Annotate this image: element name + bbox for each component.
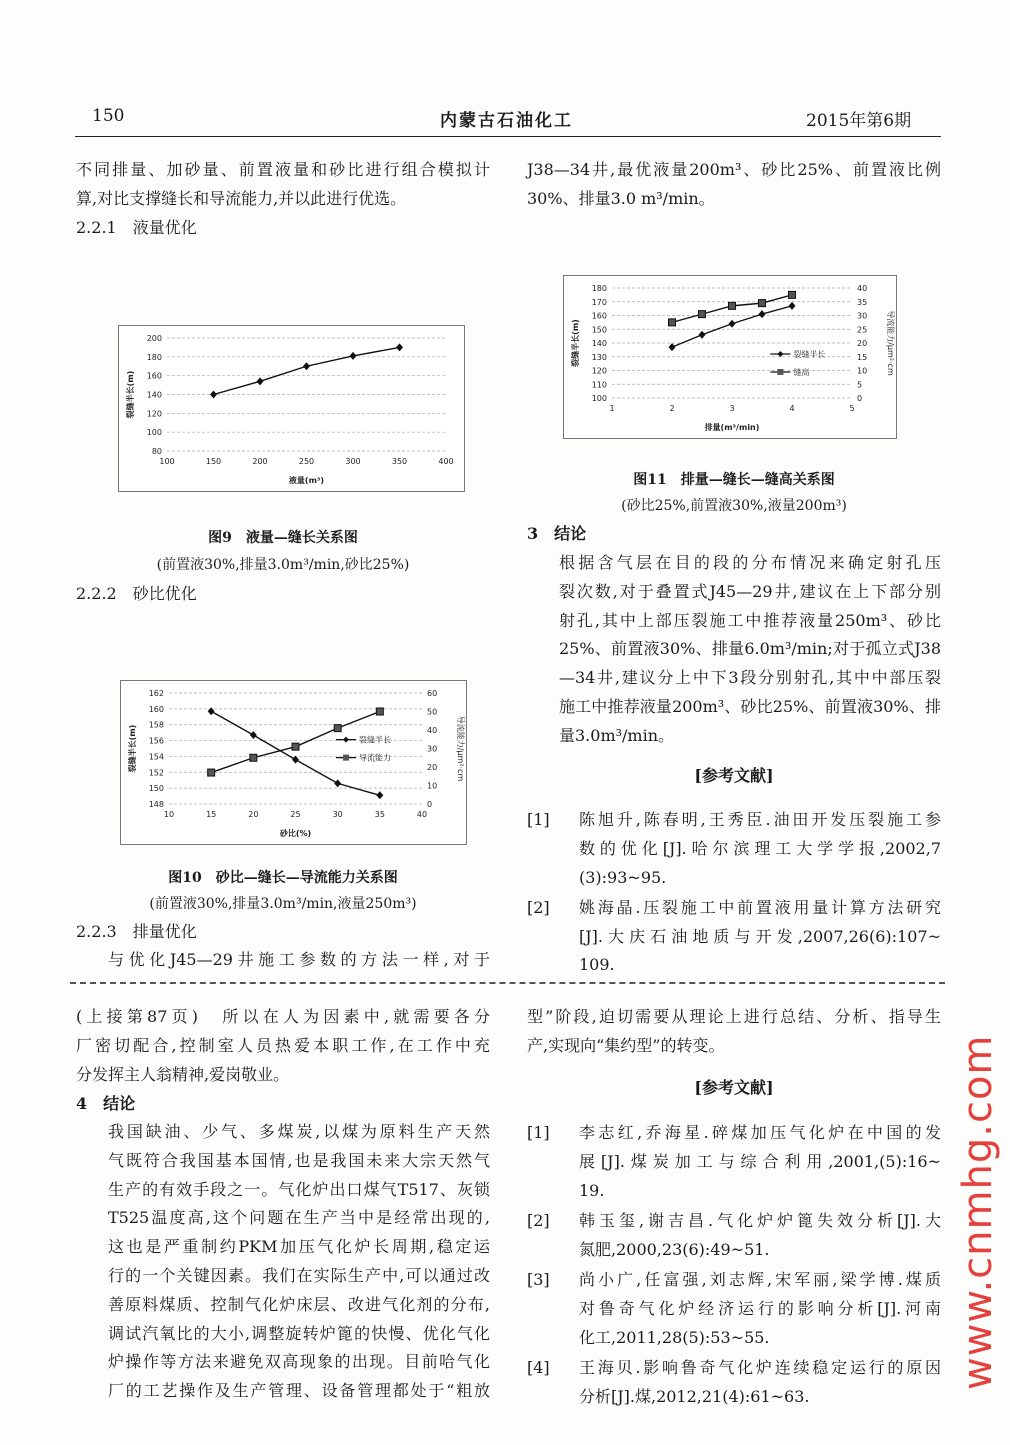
figure-10-conditions: (前置液30%,排量3.0m³/min,液量250m³) — [149, 896, 417, 912]
heading-2-2-3: 2.2.3 排量优化 — [76, 922, 197, 941]
text-line: 分发挥主人翁精神,爱岗敬业。 — [76, 1064, 290, 1084]
x-tick-label: 5 — [849, 404, 855, 413]
figure-9-caption: 图9 液量—缝长关系图 — [208, 530, 358, 546]
figure-9-conditions: (前置液30%,排量3.0m³/min,砂比25%) — [156, 557, 410, 573]
journal-title: 内蒙古石油化工 — [440, 111, 573, 131]
issue-label: 2015年第6期 — [806, 111, 912, 131]
figure-11-chart — [563, 275, 897, 439]
data-point — [257, 377, 264, 385]
reference-line: 李志红,乔海星.碎煤加压气化炉在中国的发 — [579, 1123, 941, 1142]
reference-label: [1] — [527, 1123, 550, 1142]
data-point — [292, 756, 299, 764]
figure-11-conditions: (砂比25%,前置液30%,液量200m³) — [621, 498, 847, 514]
text-line: (上接第87页) 所以在人为因素中,就需要各分 — [76, 1007, 490, 1026]
x-axis-label: 液量(m³) — [288, 476, 325, 485]
text-line: 我国缺油、少气、多煤炭,以煤为原料生产天然 — [108, 1122, 490, 1141]
legend-label: 缝高 — [793, 368, 810, 377]
figure-9-chart — [118, 325, 465, 492]
reference-line: 陈旭升,陈春明,王秀臣.油田开发压裂施工参 — [579, 810, 941, 829]
data-point — [376, 708, 383, 715]
reference-line: 数的优化[J].哈尔滨理工大学学报,2002,7 — [579, 838, 941, 858]
y-axis-label: 裂缝半长(m) — [128, 724, 137, 773]
reference-label: [4] — [527, 1357, 550, 1377]
legend-label: 裂缝半长 — [793, 350, 826, 359]
reference-line: 109. — [579, 955, 615, 975]
reference-line: 展[J].煤炭加工与综合利用,2001,(5):16~ — [579, 1151, 941, 1171]
reference-label: [2] — [527, 1210, 550, 1230]
heading-3: 3 结论 — [527, 524, 587, 543]
y-tick-label: 150 — [148, 784, 164, 794]
conclusion-paragraph — [527, 549, 941, 751]
data-point — [396, 343, 403, 351]
y-tick-label: 148 — [148, 800, 164, 809]
x-tick-label: 25 — [290, 810, 301, 819]
data-point — [303, 362, 310, 370]
reference-item — [527, 1207, 941, 1265]
figure-10-caption: 图10 砂比—缝长—导流能力关系图 — [168, 870, 398, 886]
data-point — [729, 320, 736, 328]
right-bottom-paragraph — [527, 1003, 941, 1061]
reference-item — [527, 806, 941, 892]
page-number: 150 — [92, 106, 125, 126]
text-line: 根据含气层在目的段的分布情况来确定射孔压 — [559, 553, 941, 572]
right-intro — [527, 156, 941, 214]
series-line-裂缝半长 — [211, 711, 380, 795]
y-tick-label: 158 — [148, 720, 164, 730]
data-point — [250, 754, 257, 761]
x-tick-label: 250 — [298, 457, 315, 466]
data-point — [376, 791, 383, 799]
legend-marker — [777, 369, 783, 375]
y2-tick-label: 5 — [857, 380, 863, 390]
text-line: T525温度高,这个问题在生产当中是经常出现的, — [108, 1208, 490, 1228]
reference-line: [J].大庆石油地质与开发,2007,26(6):107~ — [579, 926, 941, 946]
references-title: [参考文献] — [694, 766, 774, 785]
x-tick-label: 100 — [159, 457, 175, 466]
legend-marker — [777, 351, 783, 357]
reference-line: 王海贝.影响鲁奇气化炉连续稳定运行的原因 — [579, 1357, 941, 1377]
data-point — [759, 300, 766, 307]
data-point — [208, 769, 215, 776]
y-tick-label: 150 — [591, 325, 607, 335]
series-line-裂缝半长 — [214, 347, 400, 394]
watermark: www.cnmhg.com — [955, 1034, 1001, 1390]
x-tick-label: 1 — [609, 404, 615, 413]
x-tick-label: 400 — [438, 457, 454, 466]
references-list-2 — [527, 1119, 941, 1413]
data-point — [334, 779, 341, 787]
x-tick-label: 35 — [374, 810, 385, 819]
y-tick-label: 110 — [591, 380, 607, 390]
data-point — [210, 391, 217, 399]
y-tick-label: 120 — [146, 409, 162, 419]
text-line: 裂次数,对于叠置式J45—29井,建议在上下部分别 — [559, 581, 941, 601]
y-tick-label: 180 — [591, 284, 607, 293]
y-tick-label: 160 — [591, 311, 607, 321]
data-point — [789, 291, 796, 298]
data-point — [759, 310, 766, 318]
text-line: 善原料煤质、控制气化炉床层、改进气化剂的分布, — [108, 1294, 490, 1314]
text-line: 调试汽氧比的大小,调整旋转炉篦的快慢、优化气化 — [108, 1323, 490, 1343]
y-tick-label: 162 — [148, 689, 164, 698]
data-point — [669, 319, 676, 326]
x-tick-label: 40 — [416, 810, 428, 819]
reference-line: 对鲁奇气化炉经济运行的影响分析[J].河南 — [579, 1298, 941, 1318]
y2-tick-label: 15 — [857, 352, 868, 362]
reference-item — [527, 1119, 941, 1205]
data-point — [350, 352, 357, 360]
references-title-2: [参考文献] — [694, 1078, 774, 1097]
y-tick-label: 160 — [146, 371, 162, 381]
data-point — [669, 343, 676, 351]
reference-item — [527, 1354, 941, 1412]
text-line: 30%、排量3.0 m³/min。 — [527, 188, 715, 208]
reference-label: [1] — [527, 810, 550, 829]
data-point — [699, 311, 706, 318]
x-tick-label: 4 — [789, 404, 795, 413]
reference-line: 19. — [579, 1180, 605, 1200]
y2-tick-label: 25 — [857, 325, 868, 335]
y-axis-label: 裂缝半长(m) — [571, 319, 580, 367]
text-line: 25%、前置液30%、排量6.0m³/min;对于孤立式J38 — [559, 639, 941, 659]
y2-tick-label: 20 — [427, 763, 438, 772]
text-line: 与优化J45—29井施工参数的方法一样,对于 — [108, 950, 490, 969]
y-tick-label: 156 — [148, 736, 164, 746]
data-point — [208, 707, 215, 715]
data-point — [699, 331, 706, 339]
figure-11-caption: 图11 排量—缝长—缝高关系图 — [633, 472, 835, 488]
y2-tick-label: 10 — [857, 366, 868, 376]
x-axis-label: 排量(m³/min) — [704, 423, 760, 432]
text-line: 施工中推荐液量200m³、砂比25%、前置液30%、排 — [559, 696, 941, 716]
text-line: 产,实现向“集约型”的转变。 — [527, 1035, 725, 1055]
x-tick-label: 15 — [206, 810, 217, 819]
text-line: —34井,建议分上中下3段分别射孔,其中中部压裂 — [559, 668, 941, 688]
data-point — [334, 725, 341, 732]
y-tick-label: 160 — [148, 704, 164, 714]
x-tick-label: 2 — [669, 404, 675, 413]
text-line: 射孔,其中上部压裂施工中推荐液量250m³、砂比 — [559, 610, 941, 630]
x-tick-label: 300 — [345, 457, 361, 466]
reference-line: 韩玉玺,谢吉昌.气化炉炉篦失效分析[J].大 — [579, 1210, 941, 1230]
x-tick-label: 20 — [248, 810, 259, 819]
text-line: J38—34井,最优液量200m³、砂比25%、前置液比例 — [527, 160, 941, 179]
figure-10-chart — [120, 680, 467, 845]
y2-tick-label: 10 — [427, 781, 438, 791]
text-line: 这也是严重制约PKM加压气化炉长周期,稳定运 — [108, 1237, 490, 1257]
text-line: 算,对比支撑缝长和导流能力,并以此进行优选。 — [76, 188, 407, 208]
y2-tick-label: 60 — [427, 689, 438, 698]
text-line: 行的一个关键因素。我们在实际生产中,可以通过改 — [108, 1265, 490, 1285]
y-tick-label: 152 — [148, 768, 164, 778]
reference-line: 尚小广,任富强,刘志辉,宋军丽,梁学博.煤质 — [579, 1269, 941, 1289]
data-point — [729, 302, 736, 309]
reference-line: 姚海晶.压裂施工中前置液用量计算方法研究 — [579, 897, 941, 917]
y-tick-label: 140 — [146, 390, 162, 400]
y2-tick-label: 30 — [857, 311, 868, 321]
text-line: 厂的工艺操作及生产管理、设备管理都处于“粗放 — [108, 1381, 490, 1401]
data-point — [292, 743, 299, 750]
text-line: 型”阶段,迫切需要从理论上进行总结、分析、指导生 — [527, 1007, 941, 1026]
heading-4: 4 结论 — [76, 1094, 136, 1113]
y-tick-label: 180 — [146, 352, 162, 362]
y2-tick-label: 20 — [857, 339, 868, 348]
y-tick-label: 100 — [591, 394, 607, 403]
continued-paragraph — [76, 1003, 490, 1089]
legend-label: 导流能力 — [358, 753, 391, 763]
x-tick-label: 3 — [729, 404, 735, 413]
y-tick-label: 170 — [591, 297, 607, 307]
left-tail-paragraph — [76, 946, 490, 975]
y2-axis-label: 导流能力/μm²·cm — [456, 715, 465, 782]
y2-tick-label: 35 — [857, 297, 868, 307]
y2-tick-label: 40 — [857, 284, 868, 293]
heading-2-2-2: 2.2.2 砂比优化 — [76, 584, 197, 603]
y2-tick-label: 50 — [427, 707, 438, 717]
text-line: 不同排量、加砂量、前置液量和砂比进行组合模拟计 — [76, 160, 490, 179]
text-line: 炉操作等方法来避免双高现象的出现。目前哈气化 — [108, 1352, 490, 1372]
header-rule — [75, 136, 941, 137]
x-tick-label: 150 — [205, 457, 222, 466]
text-line: 气既符合我国基本国情,也是我国未来大宗天然气 — [108, 1150, 490, 1170]
y2-tick-label: 30 — [427, 744, 438, 754]
text-line: 量3.0m³/min。 — [559, 725, 675, 745]
text-line: 生产的有效手段之一。气化炉出口煤气T517、灰锁 — [108, 1179, 490, 1199]
text-line: 厂密切配合,控制室人员热爱本职工作,在工作中充 — [76, 1035, 490, 1055]
x-tick-label: 200 — [252, 457, 268, 466]
reference-item — [527, 894, 941, 980]
data-point — [789, 302, 796, 310]
legend-marker — [343, 737, 349, 743]
y-tick-label: 200 — [146, 334, 162, 343]
y-tick-label: 100 — [146, 428, 162, 438]
legend-marker — [343, 755, 349, 761]
y2-axis-label: 导流能力/μm²·cm — [886, 310, 895, 376]
reference-label: [3] — [527, 1269, 550, 1289]
y-tick-label: 140 — [591, 339, 607, 348]
reference-line: (3):93~95. — [579, 867, 667, 887]
conclusion-4-paragraph — [76, 1118, 490, 1406]
reference-line: 分析[J].煤,2012,21(4):61~63. — [579, 1386, 810, 1406]
reference-line: 氮肥,2000,23(6):49~51. — [579, 1239, 770, 1259]
references-list — [527, 806, 941, 982]
section-separator — [70, 982, 945, 984]
y2-tick-label: 0 — [427, 800, 433, 809]
data-point — [250, 731, 257, 739]
x-tick-label: 10 — [163, 810, 175, 819]
x-tick-label: 30 — [332, 810, 343, 819]
reference-label: [2] — [527, 897, 550, 917]
left-intro — [76, 156, 490, 214]
legend-label: 裂缝半长 — [358, 735, 391, 745]
y-tick-label: 130 — [591, 352, 607, 362]
x-axis-label: 砂比(%) — [279, 829, 312, 838]
y-tick-label: 154 — [148, 752, 164, 762]
y-tick-label: 120 — [591, 366, 607, 376]
y-tick-label: 80 — [151, 447, 162, 456]
reference-item — [527, 1266, 941, 1352]
x-tick-label: 350 — [391, 457, 408, 466]
y2-tick-label: 0 — [857, 394, 863, 403]
y2-tick-label: 40 — [427, 726, 438, 735]
y-axis-label: 裂缝半长(m) — [126, 370, 135, 419]
heading-2-2-1: 2.2.1 液量优化 — [76, 218, 197, 237]
reference-line: 化工,2011,28(5):53~55. — [579, 1327, 770, 1347]
